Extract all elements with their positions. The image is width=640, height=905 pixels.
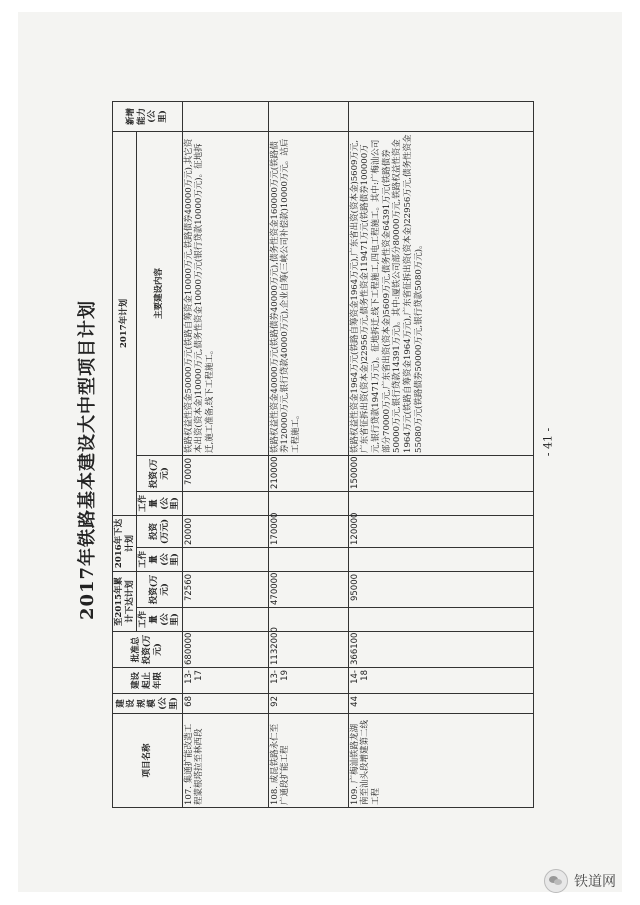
header-workload-2016: 工作量(公里): [137, 547, 183, 571]
cell-period: 13-19: [268, 668, 348, 694]
table-row: [182, 101, 268, 807]
wechat-icon: [544, 869, 568, 893]
watermark-text: 铁道网: [574, 874, 616, 890]
cell-new-capacity: [348, 101, 533, 131]
cell-workload-2017: [348, 491, 533, 515]
header-approved-investment: 批准总投资(万元): [113, 632, 183, 668]
cell-workload-2015: [268, 608, 348, 632]
cell-period: 13-17: [182, 668, 268, 694]
header-main-content: 主要建设内容: [137, 131, 183, 455]
cell-investment-2016: 120000: [348, 515, 533, 547]
header-group-2016: 2016年下达计划: [113, 515, 137, 571]
header-period: 建设起止年限: [113, 668, 183, 694]
table-row: [268, 101, 348, 807]
cell-project-name: 109. 广梅汕铁路龙湖南至汕头段增建第二线工程: [348, 714, 533, 808]
header-project-name: 项目名称: [113, 714, 183, 808]
cell-main-content: 铁路权益性资金1964万元(铁路自筹资金1964万元),广东省出资(资本金)5609万元,广东省征拆出资(资本金)22956万元,债务性资金119471万元(铁路债券100000万元,银行贷款19471万元)。征地拆迁,线下工程施工,四电工程施工。其中:广梅汕公司部分70000万元,广东省出资(资本金)5609万元,债务性资金64391万元(铁路债券50000万元,银行贷款14391万元)。其中:厦铁公司部分80000万元,铁路权益性资金1964万元(铁路自筹资金1964万元),广东省征拆出资(资本金)22956万元,债务性资金55080万元(铁路债券50000万元,银行贷款5080万元)。: [348, 131, 533, 455]
cell-workload-2015: [182, 608, 268, 632]
cell-investment-2015: 95000: [348, 571, 533, 607]
cell-investment-2016: 170000: [268, 515, 348, 547]
header-workload-2015: 工作量(公里): [137, 608, 183, 632]
header-workload-2017: 工作量(公里): [137, 491, 183, 515]
cell-scale: 68: [182, 694, 268, 714]
cell-project-name: 108. 成昆铁路永仁至广通段扩能工程: [268, 714, 348, 808]
cell-investment-2017: 70000: [182, 455, 268, 491]
cell-workload-2016: [268, 547, 348, 571]
plan-table-container: [112, 102, 534, 808]
cell-investment-2015: 72560: [182, 571, 268, 607]
cell-workload-2017: [182, 491, 268, 515]
cell-new-capacity: [268, 101, 348, 131]
cell-approved: 1132000: [268, 632, 348, 668]
cell-approved: 680000: [182, 632, 268, 668]
header-investment-2016: 投资(万元): [137, 515, 183, 547]
header-investment-2017: 投资(万元): [137, 455, 183, 491]
cell-investment-2015: 470000: [268, 571, 348, 607]
cell-workload-2017: [268, 491, 348, 515]
header-group-2015: 至2015年累计下达计划: [113, 571, 137, 631]
table-row: [348, 101, 533, 807]
cell-scale: 92: [268, 694, 348, 714]
watermark: [544, 869, 616, 893]
header-scale: 建设规模(公里): [113, 694, 183, 714]
header-new-capacity: 新增能力(公里): [113, 101, 183, 131]
cell-approved: 366100: [348, 632, 533, 668]
cell-main-content: 铁路权益性资金40000万元(铁路债券40000万元),债务性资金160000万元(铁路债券120000万元,银行贷款40000万元),企业自筹(三峡公司补偿款)10000万元。站后工程施工。: [268, 131, 348, 455]
cell-scale: 44: [348, 694, 533, 714]
cell-workload-2016: [348, 547, 533, 571]
header-investment-2015: 投资(万元): [137, 571, 183, 607]
cell-workload-2015: [348, 608, 533, 632]
cell-investment-2017: 210000: [268, 455, 348, 491]
cell-project-name: 107. 集通扩能改造工程蒙根塔拉至林西段: [182, 714, 268, 808]
cell-period: 14-18: [348, 668, 533, 694]
cell-investment-2016: 20000: [182, 515, 268, 547]
cell-new-capacity: [182, 101, 268, 131]
document-title-text: 2017年铁路基本建设大中型项目计划: [77, 299, 98, 621]
cell-investment-2017: 150000: [348, 455, 533, 491]
header-group-2017: 2017年计划: [113, 131, 137, 515]
page-number-text: - 41 -: [541, 427, 555, 457]
cell-workload-2016: [182, 547, 268, 571]
cell-main-content: 铁路权益性资金50000万元(铁路自筹资金10000万元,铁路债券40000万元),其它资本出资(资本金)10000万元,债务性资金10000万元(银行贷款10000万元)。征地拆迁,施工准备,线下工程施工。: [182, 131, 268, 455]
plan-table: [112, 101, 534, 808]
